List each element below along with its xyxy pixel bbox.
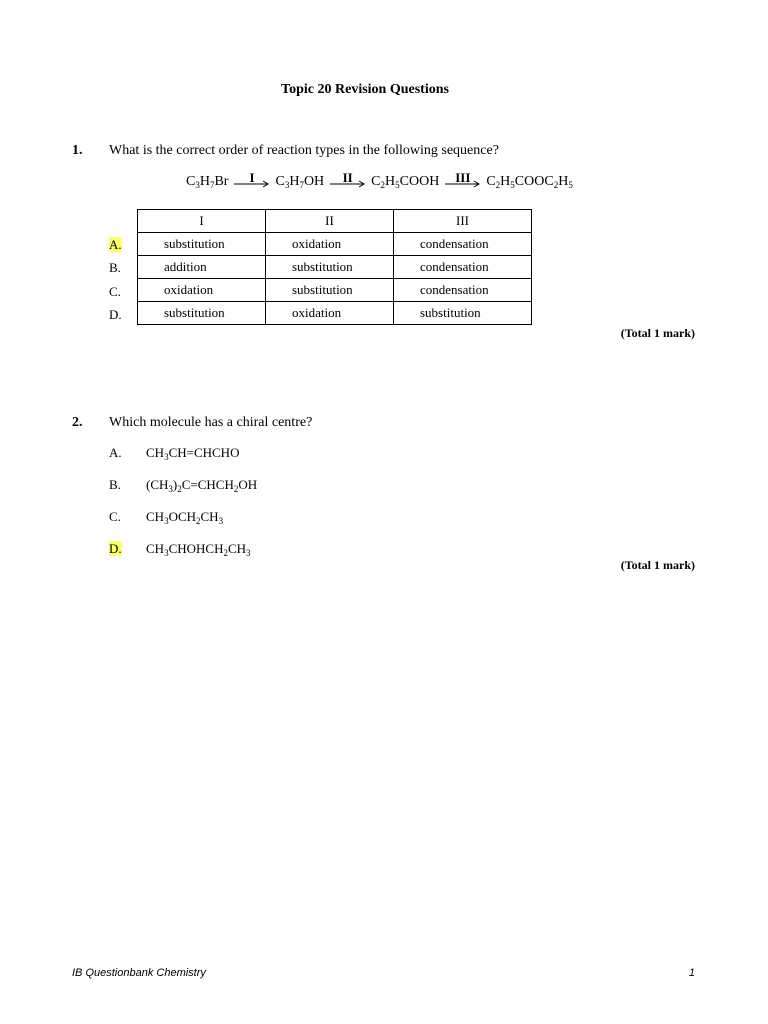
subscript: 3 [218, 516, 224, 526]
answer-table [137, 209, 532, 325]
subscript: 2 [233, 484, 239, 494]
text: H [558, 174, 569, 189]
subscript: 3 [195, 180, 200, 190]
text: H [385, 174, 396, 189]
option-letter-d: D. [109, 307, 122, 322]
question-1-number: 1. [72, 143, 83, 158]
arrow-2 [330, 172, 366, 190]
text: C [186, 174, 196, 189]
text: ) [172, 477, 178, 492]
table-cell: oxidation [266, 233, 394, 256]
text: COOC [514, 174, 554, 189]
subscript: 2 [380, 180, 386, 190]
text: Br [214, 174, 229, 189]
text: CH [227, 541, 247, 556]
subscript: 7 [299, 180, 304, 190]
subscript: 5 [510, 180, 515, 190]
text: CH [200, 509, 219, 524]
text: C [486, 174, 496, 189]
subscript: 3 [164, 548, 169, 558]
table-cell: substitution [266, 256, 394, 279]
option-letter: A. [109, 445, 122, 460]
subscript: 2 [553, 180, 559, 190]
arrow-label: I [249, 170, 255, 185]
subscript: 2 [177, 484, 182, 494]
option-letter-a [109, 237, 122, 253]
text: H [199, 174, 210, 189]
subscript: 5 [395, 180, 400, 190]
text: C [275, 174, 285, 189]
question-1-text: What is the correct order of reaction types in the following sequence? [109, 143, 499, 158]
subscript: 7 [209, 180, 215, 190]
option-letter-c: C. [109, 284, 121, 299]
option-c [109, 509, 224, 526]
text: (CH [146, 477, 169, 492]
species-1 [186, 174, 228, 190]
option-letter-b: B. [109, 260, 121, 275]
page-title: Topic 20 Revision Questions [281, 82, 449, 97]
table-row [138, 302, 532, 325]
table-cell: substitution [266, 279, 394, 302]
option-letter: B. [109, 477, 121, 492]
text: H [500, 174, 511, 189]
subscript: 2 [495, 180, 501, 190]
species-4 [486, 174, 573, 190]
arrow-label: II [342, 170, 353, 185]
subscript: 5 [568, 180, 573, 190]
question-2-text: Which molecule has a chiral centre? [109, 415, 313, 430]
option-formula [146, 509, 223, 525]
table-cell: substitution [138, 233, 266, 256]
text: OH [238, 477, 258, 492]
arrow-label: III [455, 170, 471, 185]
text: CH [146, 445, 165, 460]
table-cell: oxidation [138, 279, 266, 302]
subscript: 2 [223, 548, 228, 558]
table-header: III [394, 210, 532, 233]
arrow-1 [234, 172, 270, 190]
option-a [109, 445, 240, 462]
text: C=CHCH [181, 477, 234, 492]
text: CH [146, 541, 165, 556]
table-header-row [138, 210, 532, 233]
table-cell: substitution [138, 302, 266, 325]
table-row [138, 279, 532, 302]
right-arrow-icon [234, 180, 270, 188]
subscript: 2 [196, 516, 201, 526]
option-b [109, 477, 258, 494]
subscript: 3 [246, 548, 251, 558]
table-cell: substitution [394, 302, 532, 325]
table-header: II [266, 210, 394, 233]
option-formula [146, 477, 257, 493]
text: H [289, 174, 300, 189]
subscript: 3 [168, 484, 173, 494]
subscript: 3 [164, 452, 169, 462]
text: C [371, 174, 381, 189]
option-formula [146, 445, 239, 461]
table-cell: condensation [394, 233, 532, 256]
species-3 [371, 174, 439, 190]
species-2 [275, 174, 324, 190]
subscript: 3 [284, 180, 290, 190]
arrow-3 [445, 172, 481, 190]
table-row [138, 233, 532, 256]
question-2-number: 2. [72, 415, 83, 430]
page-number: 1 [688, 967, 695, 979]
text: CHOHCH [168, 541, 224, 556]
question-2-total: (Total 1 mark) [620, 558, 695, 572]
right-arrow-icon [330, 180, 366, 188]
question-1-total: (Total 1 mark) [620, 326, 695, 340]
text: OH [303, 174, 325, 189]
option-letter: C. [109, 509, 121, 524]
text: CH [146, 509, 165, 524]
right-arrow-icon [445, 180, 481, 188]
table-cell: oxidation [266, 302, 394, 325]
table-cell: addition [138, 256, 266, 279]
option-formula [146, 541, 251, 557]
text: CH=CHCHO [168, 445, 240, 460]
reaction-sequence [186, 172, 573, 190]
table-cell: condensation [394, 256, 532, 279]
highlighted-answer: A. [109, 237, 122, 252]
highlighted-answer: D. [109, 541, 122, 556]
option-d [109, 541, 251, 558]
text: COOH [399, 174, 440, 189]
table-header: I [138, 210, 266, 233]
table-cell: condensation [394, 279, 532, 302]
text: OCH [168, 509, 197, 524]
footer-source: IB Questionbank Chemistry [72, 967, 206, 979]
subscript: 3 [164, 516, 169, 526]
table-row [138, 256, 532, 279]
